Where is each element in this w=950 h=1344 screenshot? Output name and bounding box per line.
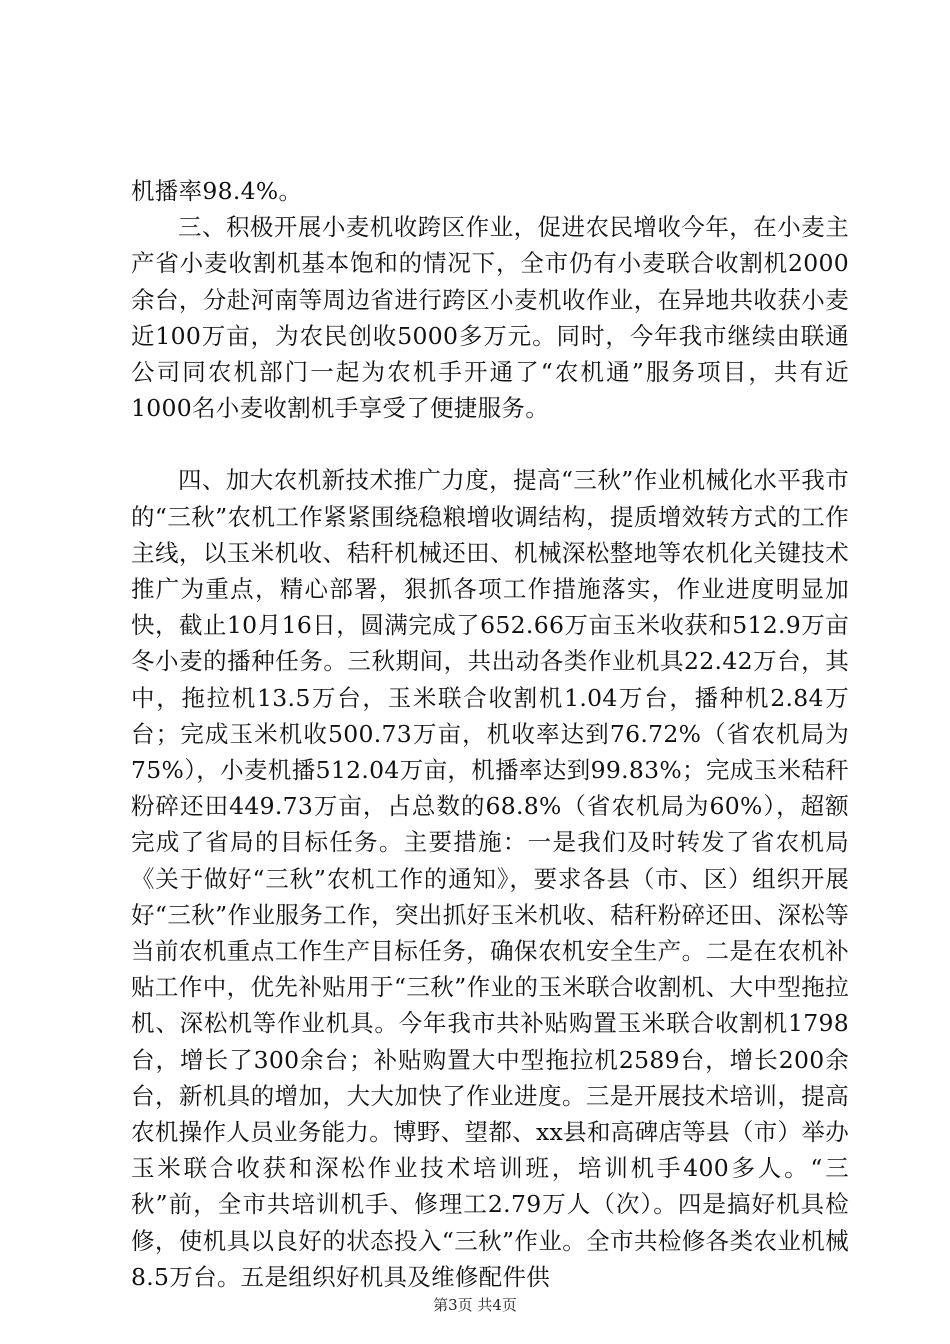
document-body: [131, 173, 849, 1295]
page-number-footer: 第3页 共4页: [433, 1296, 517, 1314]
paragraph-spacer: [131, 426, 849, 462]
paragraph-section-four: 四、加大农机新技术推广力度，提高“三秋”作业机械化水平我市的“三秋”农机工作紧紧围绕稳粮增收调结构，提质增效转方式的工作主线，以玉米机收、秸秆机械还田、机械深松整地等农机化关键技术推广为重点，精心部署，狠抓各项工作措施落实，作业进度明显加快，截止10月16日，圆满完成了652.66万亩玉米收获和512.9万亩冬小麦的播种任务。三秋期间，共出动各类作业机具22.42万台，其中，拖拉机13.5万台，玉米联合收割机1.04万台，播种机2.84万台；完成玉米机收500.73万亩，机收率达到76.72%（省农机局为75%），小麦机播512.04万亩，机播率达到99.83%；完成玉米秸秆粉碎还田449.73万亩，占总数的68.8%（省农机局为60%），超额完成了省局的目标任务。主要措施：一是我们及时转发了省农机局《关于做好“三秋”农机工作的通知》，要求各县（市、区）组织开展好“三秋”作业服务工作，突出抓好玉米机收、秸秆粉碎还田、深松等当前农机重点工作生产目标任务，确保农机安全生产。二是在农机补贴工作中，优先补贴用于“三秋”作业的玉米联合收割机、大中型拖拉机、深松机等作业机具。今年我市共补贴购置玉米联合收割机1798台，增长了300余台；补贴购置大中型拖拉机2589台，增长200余台，新机具的增加，大大加快了作业进度。三是开展技术培训，提高农机操作人员业务能力。博野、望都、xx县和高碑店等县（市）举办玉米联合收获和深松作业技术培训班，培训机手400多人。“三秋”前，全市共培训机手、修理工2.79万人（次）。四是搞好机具检修，使机具以良好的状态投入“三秋”作业。全市共检修各类农业机械8.5万台。五是组织好机具及维修配件供: [131, 466, 849, 1291]
paragraph-section-three: 三、积极开展小麦机收跨区作业，促进农民增收今年，在小麦主产省小麦收割机基本饱和的情况下，全市仍有小麦联合收割机2000余台，分赴河南等周边省进行跨区小麦机收作业，在异地共收获小麦近100万亩，为农民创收5000多万元。同时，今年我市继续由联通公司同农机部门一起为农机手开通了“农机通”服务项目，共有近1000名小麦收割机手享受了便捷服务。: [131, 213, 849, 423]
paragraph-continuation: 机播率98.4%。: [131, 177, 303, 205]
